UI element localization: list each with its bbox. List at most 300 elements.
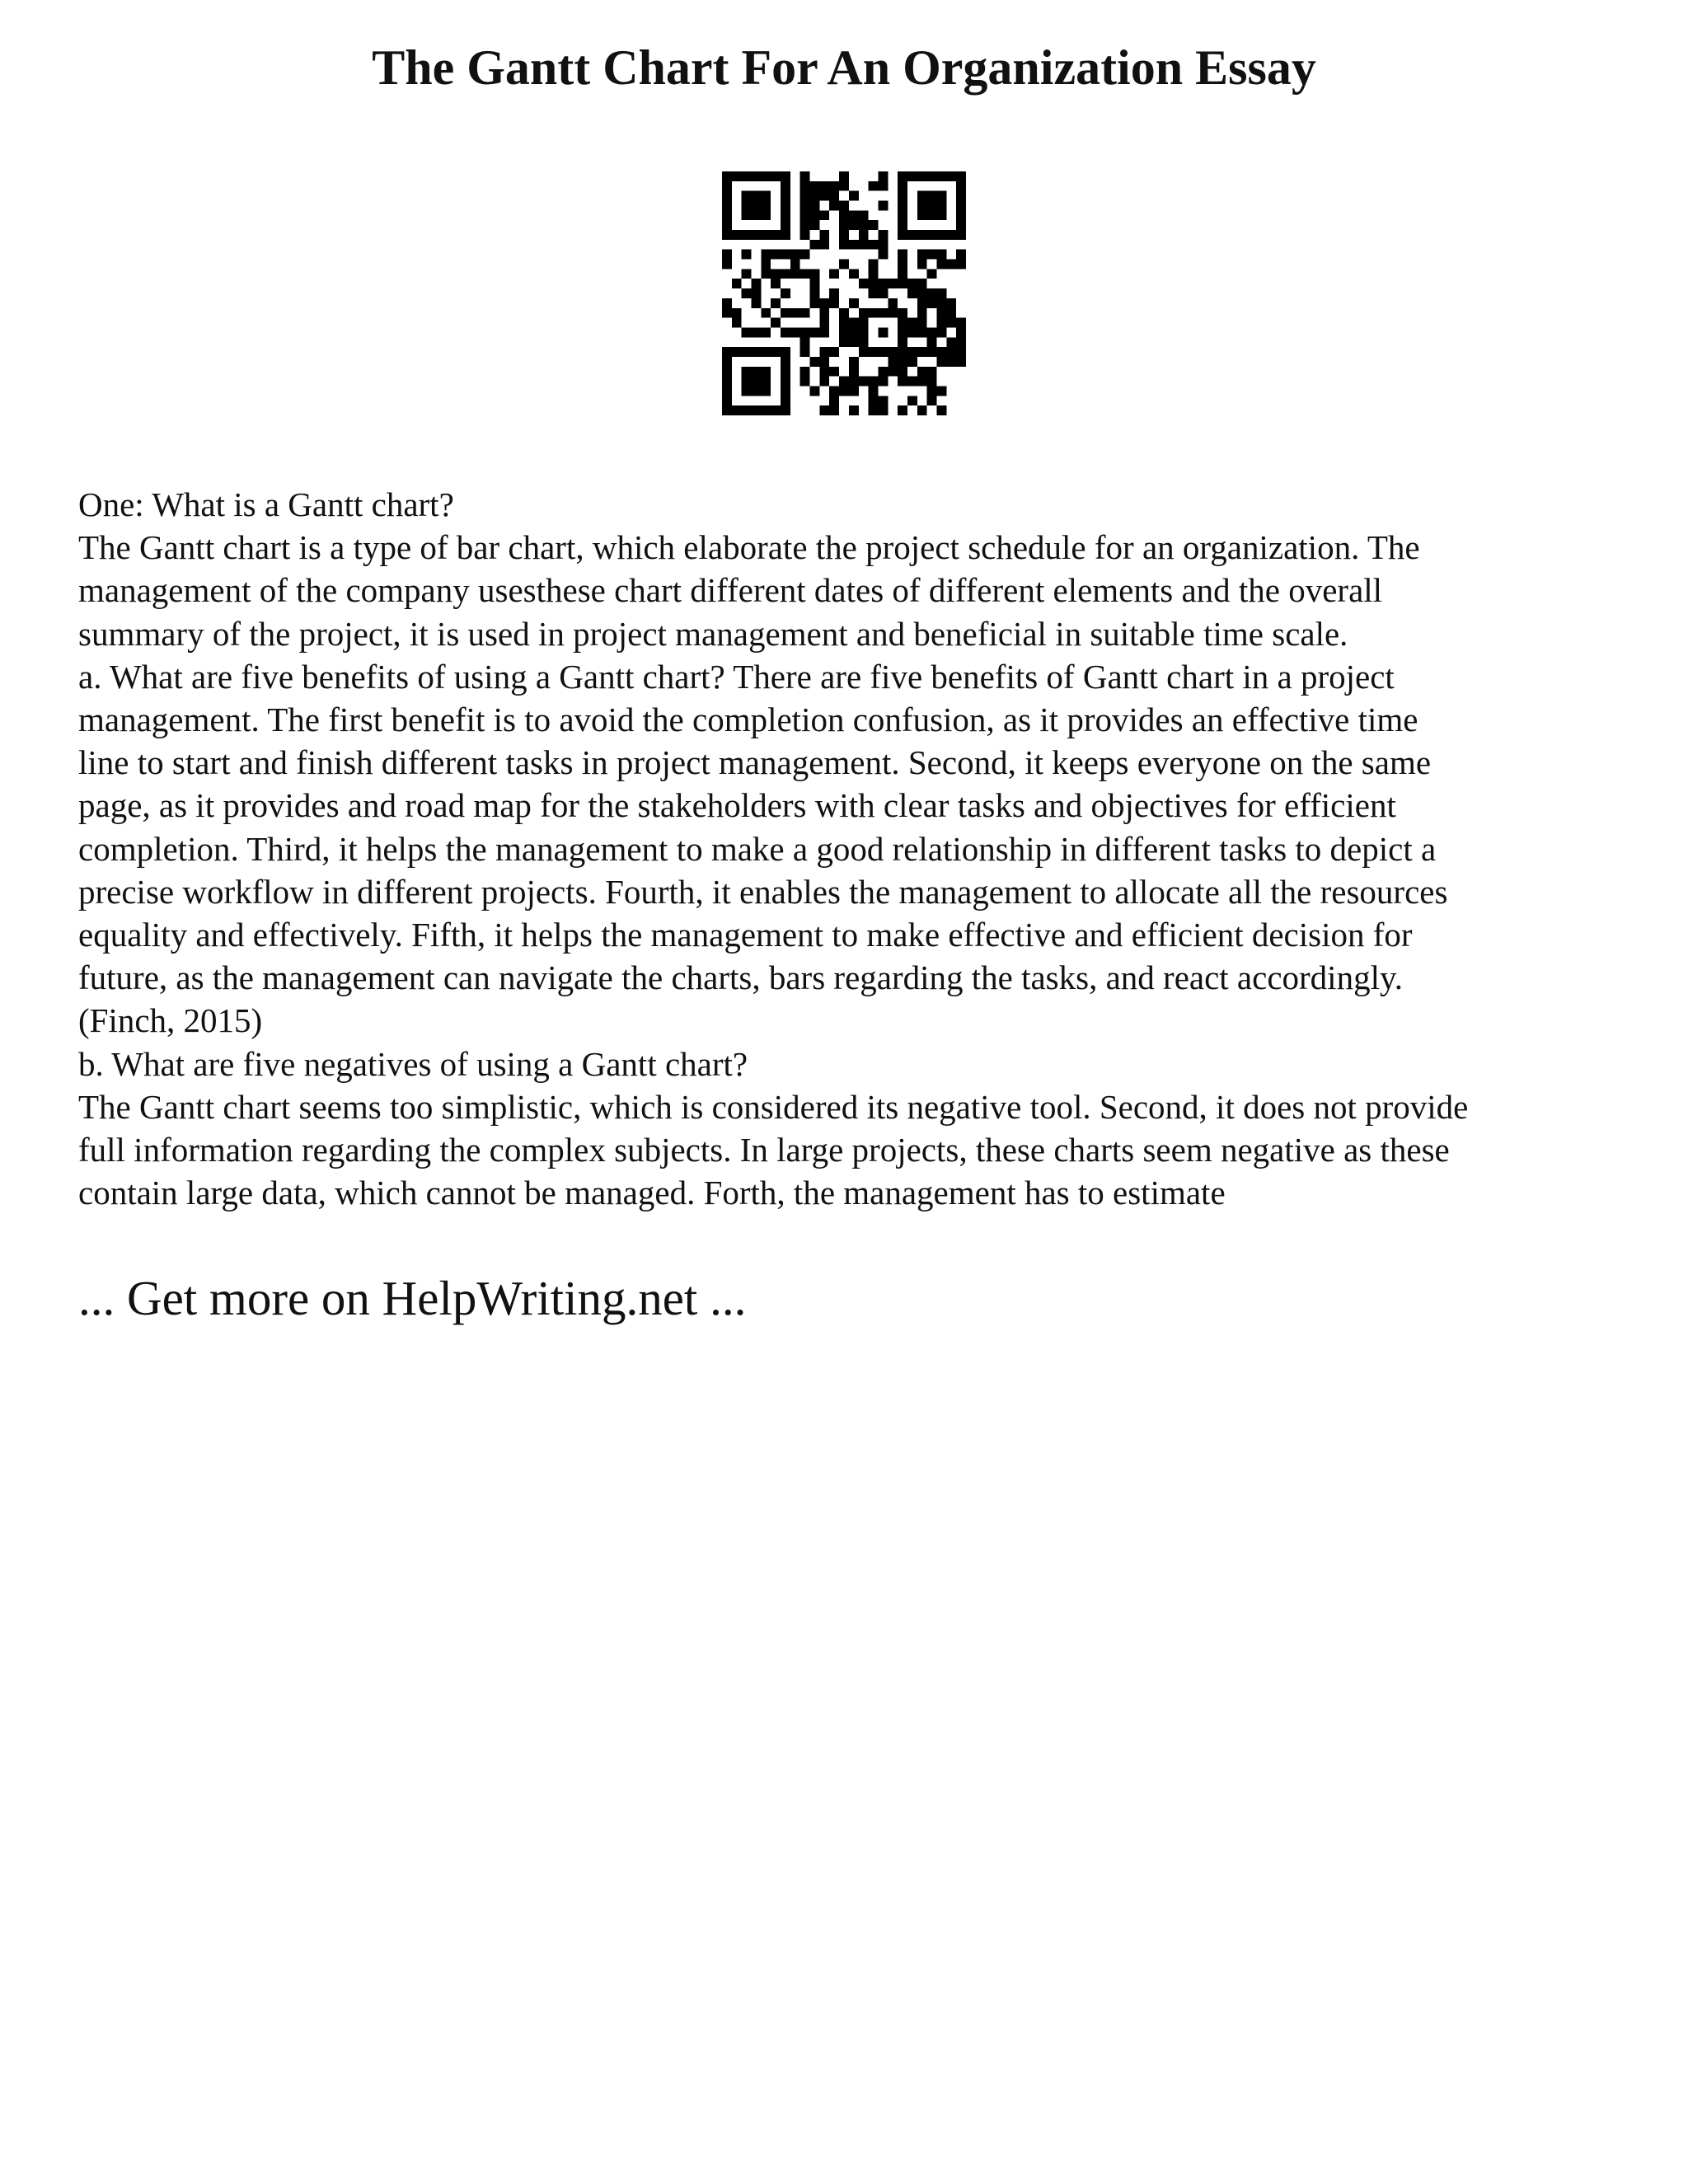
qr-module bbox=[888, 279, 898, 288]
qr-module bbox=[829, 347, 839, 357]
qr-module bbox=[859, 308, 869, 318]
qr-module bbox=[898, 201, 907, 211]
qr-module bbox=[859, 327, 869, 337]
qr-module bbox=[869, 220, 879, 230]
qr-module bbox=[771, 279, 781, 288]
qr-module bbox=[956, 191, 966, 201]
qr-module bbox=[946, 308, 956, 318]
qr-module bbox=[752, 347, 762, 357]
qr-module bbox=[936, 171, 946, 181]
qr-module bbox=[790, 269, 800, 279]
qr-module bbox=[800, 181, 810, 191]
qr-module bbox=[878, 240, 888, 250]
qr-module bbox=[781, 386, 790, 396]
qr-module bbox=[839, 308, 849, 318]
qr-module bbox=[722, 210, 732, 220]
qr-module bbox=[859, 220, 869, 230]
qr-module bbox=[927, 386, 937, 396]
qr-module bbox=[742, 405, 752, 415]
qr-module bbox=[859, 230, 869, 240]
qr-module bbox=[878, 230, 888, 240]
qr-module bbox=[936, 357, 946, 367]
qr-module bbox=[800, 250, 810, 260]
qr-module bbox=[761, 191, 771, 201]
qr-module bbox=[819, 377, 829, 387]
qr-module bbox=[722, 386, 732, 396]
qr-module bbox=[732, 230, 742, 240]
qr-module bbox=[907, 347, 917, 357]
qr-module bbox=[956, 260, 966, 269]
qr-module bbox=[781, 201, 790, 211]
qr-module bbox=[956, 201, 966, 211]
qr-module bbox=[907, 230, 917, 240]
qr-module bbox=[878, 288, 888, 298]
qr-module bbox=[829, 298, 839, 308]
qr-module bbox=[722, 201, 732, 211]
qr-module bbox=[849, 298, 859, 308]
qr-module bbox=[946, 260, 956, 269]
qr-module bbox=[888, 357, 898, 367]
qr-module bbox=[752, 367, 762, 377]
qr-module bbox=[956, 337, 966, 347]
qr-module bbox=[761, 327, 771, 337]
qr-module bbox=[810, 220, 820, 230]
qr-module bbox=[790, 250, 800, 260]
qr-module bbox=[839, 181, 849, 191]
qr-module bbox=[936, 230, 946, 240]
qr-module bbox=[819, 327, 829, 337]
qr-module bbox=[722, 367, 732, 377]
qr-module bbox=[742, 201, 752, 211]
qr-module bbox=[927, 201, 937, 211]
qr-module bbox=[888, 347, 898, 357]
qr-module bbox=[917, 288, 927, 298]
qr-module bbox=[927, 210, 937, 220]
qr-module bbox=[781, 308, 790, 318]
qr-module bbox=[869, 377, 879, 387]
qr-module bbox=[810, 201, 820, 211]
qr-module bbox=[839, 201, 849, 211]
qr-module bbox=[761, 201, 771, 211]
qr-module bbox=[917, 377, 927, 387]
body-line: The Gantt chart is a type of bar chart, which elaborate the project schedule for an organization. The bbox=[78, 528, 1420, 567]
qr-module bbox=[761, 347, 771, 357]
qr-module bbox=[781, 347, 790, 357]
qr-module bbox=[936, 210, 946, 220]
question-b-heading: b. What are five negatives of using a Gantt chart? bbox=[78, 1044, 748, 1083]
qr-module bbox=[898, 269, 907, 279]
qr-module bbox=[898, 210, 907, 220]
qr-module bbox=[839, 318, 849, 328]
qr-module bbox=[936, 191, 946, 201]
qr-module bbox=[742, 191, 752, 201]
qr-module bbox=[771, 269, 781, 279]
qr-module bbox=[917, 318, 927, 328]
qr-module bbox=[829, 386, 839, 396]
qr-module bbox=[956, 347, 966, 357]
qr-module bbox=[898, 220, 907, 230]
qr-module bbox=[946, 318, 956, 328]
qr-module bbox=[936, 201, 946, 211]
qr-module bbox=[927, 337, 937, 347]
qr-module bbox=[839, 337, 849, 347]
qr-module bbox=[722, 405, 732, 415]
qr-module bbox=[829, 201, 839, 211]
qr-module bbox=[752, 377, 762, 387]
qr-module bbox=[742, 269, 752, 279]
qr-module bbox=[742, 210, 752, 220]
qr-module bbox=[956, 171, 966, 181]
qr-module bbox=[732, 308, 742, 318]
qr-module bbox=[936, 318, 946, 328]
qr-module bbox=[722, 357, 732, 367]
qr-module bbox=[810, 240, 820, 250]
qr-module bbox=[869, 260, 879, 269]
qr-module bbox=[927, 347, 937, 357]
qr-module bbox=[898, 191, 907, 201]
qr-module bbox=[742, 386, 752, 396]
qr-module bbox=[849, 240, 859, 250]
qr-module bbox=[878, 279, 888, 288]
qr-module bbox=[898, 377, 907, 387]
qr-module bbox=[781, 357, 790, 367]
qr-module bbox=[829, 367, 839, 377]
body-line: completion. Third, it helps the management to make a good relationship in different tasks to depict a bbox=[78, 829, 1437, 868]
qr-module bbox=[752, 191, 762, 201]
qr-module bbox=[936, 405, 946, 415]
qr-module bbox=[849, 357, 859, 367]
qr-module bbox=[898, 308, 907, 318]
qr-module bbox=[722, 377, 732, 387]
qr-module bbox=[907, 318, 917, 328]
qr-module bbox=[878, 171, 888, 181]
qr-module bbox=[898, 171, 907, 181]
qr-module bbox=[732, 171, 742, 181]
qr-module bbox=[849, 220, 859, 230]
qr-module bbox=[761, 260, 771, 269]
get-more-link[interactable]: ... Get more on HelpWriting.net ... bbox=[78, 1271, 747, 1325]
qr-module bbox=[781, 220, 790, 230]
qr-module bbox=[839, 260, 849, 269]
qr-module bbox=[839, 377, 849, 387]
qr-module bbox=[781, 230, 790, 240]
qr-module bbox=[927, 191, 937, 201]
qr-module bbox=[917, 191, 927, 201]
qr-module bbox=[956, 327, 966, 337]
qr-module bbox=[956, 230, 966, 240]
qr-module bbox=[810, 288, 820, 298]
qr-module bbox=[898, 367, 907, 377]
qr-module bbox=[839, 220, 849, 230]
qr-module bbox=[819, 357, 829, 367]
qr-module bbox=[839, 230, 849, 240]
qr-module bbox=[946, 347, 956, 357]
qr-module bbox=[781, 396, 790, 405]
qr-module bbox=[878, 201, 888, 211]
qr-module bbox=[800, 171, 810, 181]
qr-module bbox=[936, 288, 946, 298]
qr-module bbox=[917, 260, 927, 269]
qr-module bbox=[907, 357, 917, 367]
qr-module bbox=[781, 191, 790, 201]
qr-module bbox=[761, 210, 771, 220]
qr-module bbox=[917, 298, 927, 308]
qr-module bbox=[888, 298, 898, 308]
qr-module bbox=[917, 405, 927, 415]
qr-module bbox=[732, 279, 742, 288]
qr-module bbox=[956, 318, 966, 328]
qr-module bbox=[752, 171, 762, 181]
qr-module bbox=[810, 357, 820, 367]
qr-module bbox=[722, 396, 732, 405]
qr-module bbox=[790, 327, 800, 337]
qr-module bbox=[771, 171, 781, 181]
qr-module bbox=[917, 308, 927, 318]
body-line: summary of the project, it is used in project management and beneficial in suitable time scale. bbox=[78, 614, 1348, 653]
qr-module bbox=[907, 279, 917, 288]
qr-module bbox=[849, 191, 859, 201]
qr-module bbox=[742, 171, 752, 181]
qr-module bbox=[936, 250, 946, 260]
qr-module bbox=[771, 250, 781, 260]
body-line: management. The first benefit is to avoid the completion confusion, as it provides an effective time bbox=[78, 701, 1418, 739]
qr-module bbox=[927, 288, 937, 298]
qr-module bbox=[742, 367, 752, 377]
body-line: future, as the management can navigate the charts, bars regarding the tasks, and react accordingly. bbox=[78, 958, 1404, 997]
qr-module bbox=[917, 367, 927, 377]
qr-module bbox=[781, 288, 790, 298]
qr-module bbox=[819, 181, 829, 191]
qr-module bbox=[907, 171, 917, 181]
qr-module bbox=[849, 367, 859, 377]
qr-module bbox=[898, 337, 907, 347]
qr-module bbox=[917, 279, 927, 288]
body-line: equality and effectively. Fifth, it helps the management to make effective and efficient decision for bbox=[78, 916, 1413, 954]
qr-module bbox=[878, 308, 888, 318]
body-line: page, as it provides and road map for the stakeholders with clear tasks and objectives for efficient bbox=[78, 786, 1396, 825]
qr-module bbox=[800, 210, 810, 220]
qr-module bbox=[936, 260, 946, 269]
qr-module bbox=[819, 230, 829, 240]
qr-module bbox=[771, 347, 781, 357]
qr-module bbox=[819, 191, 829, 201]
qr-module bbox=[888, 308, 898, 318]
qr-module bbox=[819, 367, 829, 377]
qr-module bbox=[898, 279, 907, 288]
qr-module bbox=[722, 260, 732, 269]
qr-module bbox=[752, 288, 762, 298]
qr-module bbox=[800, 337, 810, 347]
qr-code-icon[interactable] bbox=[722, 171, 966, 415]
qr-module bbox=[722, 230, 732, 240]
qr-module bbox=[722, 308, 732, 318]
qr-module bbox=[752, 386, 762, 396]
qr-module bbox=[927, 171, 937, 181]
qr-module bbox=[888, 367, 898, 377]
qr-module bbox=[936, 327, 946, 337]
qr-module bbox=[790, 308, 800, 318]
qr-module bbox=[761, 269, 771, 279]
qr-module bbox=[761, 308, 771, 318]
qr-code-graphic bbox=[722, 171, 966, 415]
qr-module bbox=[761, 230, 771, 240]
qr-module bbox=[878, 396, 888, 405]
qr-module bbox=[917, 327, 927, 337]
qr-module bbox=[849, 386, 859, 396]
qr-module bbox=[722, 220, 732, 230]
qr-module bbox=[936, 347, 946, 357]
qr-module bbox=[927, 327, 937, 337]
qr-module bbox=[859, 240, 869, 250]
qr-module bbox=[829, 269, 839, 279]
qr-module bbox=[810, 279, 820, 288]
qr-module bbox=[898, 260, 907, 269]
qr-module bbox=[790, 260, 800, 269]
qr-module bbox=[869, 308, 879, 318]
qr-module bbox=[742, 288, 752, 298]
qr-module bbox=[936, 386, 946, 396]
qr-module bbox=[898, 318, 907, 328]
qr-module bbox=[849, 337, 859, 347]
qr-module bbox=[956, 250, 966, 260]
qr-module bbox=[946, 230, 956, 240]
qr-module bbox=[927, 298, 937, 308]
qr-module bbox=[722, 298, 732, 308]
qr-module bbox=[927, 230, 937, 240]
qr-module bbox=[839, 210, 849, 220]
qr-module bbox=[839, 327, 849, 337]
qr-module bbox=[907, 327, 917, 337]
qr-module bbox=[917, 230, 927, 240]
qr-module bbox=[878, 367, 888, 377]
qr-module bbox=[956, 181, 966, 191]
qr-module bbox=[917, 171, 927, 181]
qr-module bbox=[781, 210, 790, 220]
qr-module bbox=[898, 250, 907, 260]
qr-module bbox=[859, 210, 869, 220]
qr-module bbox=[869, 269, 879, 279]
qr-module bbox=[781, 327, 790, 337]
qr-module bbox=[907, 396, 917, 405]
body-line: full information regarding the complex subjects. In large projects, these charts seem negative as these bbox=[78, 1131, 1450, 1169]
qr-module bbox=[869, 396, 879, 405]
qr-module bbox=[781, 250, 790, 260]
qr-module bbox=[819, 318, 829, 328]
qr-module bbox=[722, 347, 732, 357]
qr-module bbox=[839, 171, 849, 181]
qr-module bbox=[722, 191, 732, 201]
qr-module bbox=[810, 181, 820, 191]
qr-module bbox=[849, 377, 859, 387]
qr-module bbox=[742, 347, 752, 357]
qr-module bbox=[956, 357, 966, 367]
qr-module bbox=[752, 298, 762, 308]
qr-module bbox=[878, 327, 888, 337]
body-line: a. What are five benefits of using a Gantt chart? There are five benefits of Gantt chart in a project bbox=[78, 657, 1395, 696]
qr-module bbox=[829, 191, 839, 201]
qr-module bbox=[936, 298, 946, 308]
qr-module bbox=[878, 377, 888, 387]
qr-module bbox=[869, 279, 879, 288]
qr-module bbox=[742, 230, 752, 240]
qr-module bbox=[752, 201, 762, 211]
qr-module bbox=[849, 318, 859, 328]
qr-module bbox=[819, 210, 829, 220]
qr-module bbox=[771, 318, 781, 328]
qr-module bbox=[946, 337, 956, 347]
qr-module bbox=[956, 220, 966, 230]
qr-module bbox=[781, 367, 790, 377]
qr-module bbox=[917, 250, 927, 260]
qr-module bbox=[917, 201, 927, 211]
qr-module bbox=[839, 240, 849, 250]
qr-module bbox=[781, 181, 790, 191]
qr-module bbox=[849, 327, 859, 337]
body-line: line to start and finish different tasks in project management. Second, it keeps everyone on the same bbox=[78, 743, 1432, 782]
qr-module bbox=[800, 347, 810, 357]
qr-module bbox=[771, 230, 781, 240]
qr-module bbox=[936, 308, 946, 318]
qr-module bbox=[898, 347, 907, 357]
qr-module bbox=[898, 357, 907, 367]
qr-module bbox=[761, 250, 771, 260]
qr-module bbox=[800, 230, 810, 240]
qr-module bbox=[800, 269, 810, 279]
citation: (Finch, 2015) bbox=[78, 1001, 263, 1040]
qr-module bbox=[849, 405, 859, 415]
qr-module bbox=[907, 377, 917, 387]
qr-module bbox=[898, 405, 907, 415]
qr-module bbox=[859, 337, 869, 347]
qr-module bbox=[829, 288, 839, 298]
qr-module bbox=[946, 357, 956, 367]
qr-module bbox=[869, 347, 879, 357]
qr-module bbox=[927, 367, 937, 377]
qr-module bbox=[810, 386, 820, 396]
qr-module bbox=[742, 250, 752, 260]
qr-module bbox=[859, 279, 869, 288]
qr-module bbox=[800, 191, 810, 201]
qr-module bbox=[800, 201, 810, 211]
qr-module bbox=[810, 327, 820, 337]
qr-module bbox=[771, 405, 781, 415]
qr-module bbox=[761, 386, 771, 396]
qr-module bbox=[781, 171, 790, 181]
qr-module bbox=[732, 405, 742, 415]
qr-module bbox=[839, 386, 849, 396]
qr-module bbox=[810, 298, 820, 308]
qr-module bbox=[869, 181, 879, 191]
qr-module bbox=[722, 250, 732, 260]
qr-module bbox=[800, 327, 810, 337]
qr-module bbox=[956, 210, 966, 220]
body-line: The Gantt chart seems too simplistic, which is considered its negative tool. Second, it does not provide bbox=[78, 1087, 1469, 1126]
qr-module bbox=[946, 171, 956, 181]
qr-module bbox=[752, 327, 762, 337]
qr-module bbox=[810, 269, 820, 279]
qr-module bbox=[722, 171, 732, 181]
qr-module bbox=[761, 377, 771, 387]
qr-module bbox=[732, 318, 742, 328]
qr-module bbox=[742, 327, 752, 337]
qr-module bbox=[917, 210, 927, 220]
qr-module bbox=[869, 405, 879, 415]
qr-module bbox=[927, 396, 937, 405]
qr-module bbox=[761, 171, 771, 181]
qr-module bbox=[742, 377, 752, 387]
qr-module bbox=[761, 405, 771, 415]
qr-module bbox=[878, 347, 888, 357]
